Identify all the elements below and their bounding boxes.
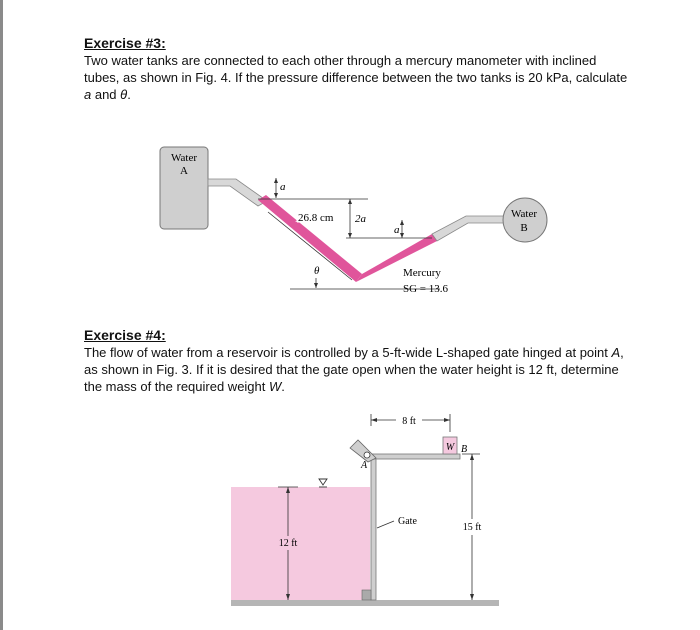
dim-8ft-label: 8 ft	[402, 416, 416, 427]
left-tube-mercury	[258, 195, 362, 282]
gate-label: Gate	[398, 516, 417, 527]
dim-a-right-arrow-up	[400, 220, 404, 225]
dim-2a-arrow-up	[348, 199, 352, 204]
exercise3-var-theta: θ	[120, 87, 128, 102]
angle-theta-label: θ	[314, 265, 320, 277]
dim-15ft-arrow-up	[470, 454, 474, 460]
dim-a-top-label: a	[280, 181, 286, 193]
water-level-icon	[319, 479, 327, 485]
mercury-label-line2: SG = 13.6	[403, 283, 449, 295]
ground	[231, 600, 499, 606]
gate-horizontal-leg	[371, 454, 460, 459]
dim-26-8-label: 26.8 cm	[298, 212, 334, 224]
reservoir-water	[231, 487, 370, 600]
dim-15ft-label: 15 ft	[462, 522, 482, 533]
hinge-support	[350, 440, 376, 462]
dim-12ft-label: 12 ft	[278, 538, 298, 549]
exercise4-var-W: W	[269, 379, 282, 394]
right-tube-water	[432, 216, 505, 241]
exercise3-body-end: .	[127, 87, 131, 102]
dim-a-top-arrow-up	[274, 178, 278, 183]
exercise4-body-text: The flow of water from a reservoir is controlled by a 5-ft-wide L-shaped gate hinged at point	[84, 345, 612, 360]
tank-b-label-line1: Water	[511, 208, 537, 220]
tank-b	[503, 198, 547, 242]
exercise4-title: Exercise #4:	[84, 327, 166, 343]
tank-a-label-line1: Water	[171, 152, 197, 164]
exercise3-body-and: and	[91, 87, 121, 102]
exercise4-body	[84, 344, 634, 395]
dim-a-right-label: a	[394, 224, 400, 236]
exercise3-var-a: a	[84, 87, 92, 102]
tank-b-label-line2: B	[520, 222, 528, 234]
gate-vertical-leg	[371, 458, 376, 600]
theta-arrow-head	[314, 283, 318, 288]
mercury-label-line1: Mercury	[403, 267, 441, 279]
dim-a-top-arrow-down	[274, 193, 278, 198]
dim-8ft-arrow-left	[371, 418, 377, 422]
hinge-a	[364, 452, 370, 458]
tank-a-label-line2: A	[180, 165, 188, 177]
exercise3-body-text: Two water tanks are connected to each other through a mercury manometer with inclined tubes, as shown in Fig. 4. If the pressure difference between the two tanks is 20 kPa, calculate	[84, 53, 628, 85]
gate-stop-block	[362, 590, 371, 600]
exercise3-body	[84, 52, 634, 103]
dim-15ft-arrow-down	[470, 594, 474, 600]
point-a-label: A	[361, 460, 368, 471]
point-b-label: B	[461, 444, 468, 455]
dim-2a-arrow-down	[348, 233, 352, 238]
dim-2a-label: 2a	[355, 213, 366, 225]
weight-w-label: W	[445, 442, 455, 453]
gate-figure	[0, 408, 700, 628]
exercise4-body-end: .	[281, 379, 285, 394]
left-tube-water	[208, 179, 267, 206]
gate-label-leader	[377, 521, 394, 528]
exercise4-body-text-2: , as shown in Fig. 3. If it is desired that the gate open when the water height is 12 ft, determine the mass of the required weight	[84, 345, 624, 394]
exercise4-var-A: A	[611, 345, 621, 360]
dim-a-right-arrow-down	[400, 233, 404, 238]
exercise3-title: Exercise #3:	[84, 35, 166, 51]
dim-8ft-arrow-right	[444, 418, 450, 422]
